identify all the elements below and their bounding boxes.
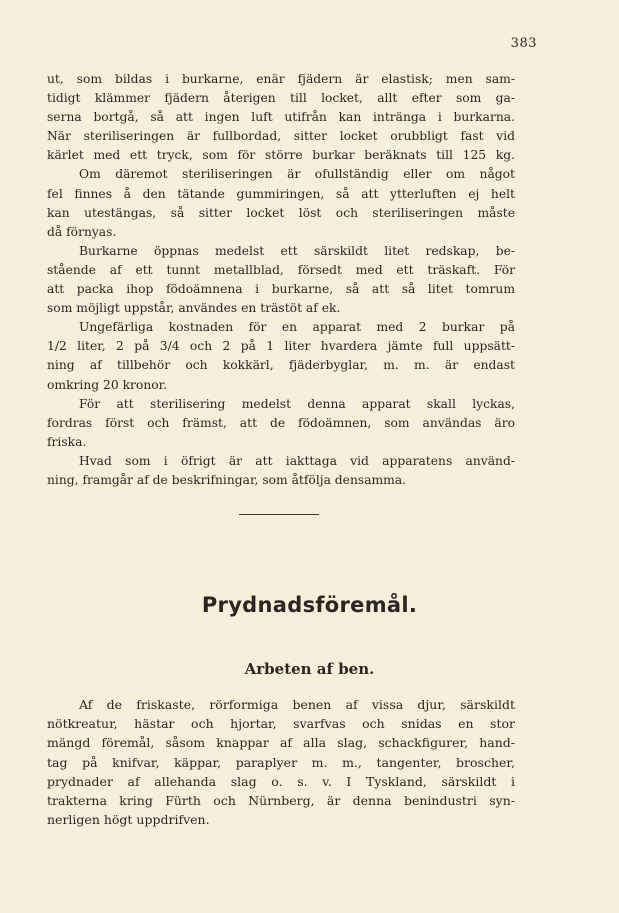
text-line: nerligen högt uppdrifven. — [47, 812, 210, 828]
text-line: Hvad som i öfrigt är att iakttaga vid apparatens använd- — [79, 453, 515, 468]
text-line: mängd föremål, såsom knappar af alla slag, schackfigurer, hand- — [47, 735, 515, 751]
text-line: Om däremot steriliseringen är ofullständig eller om något — [79, 167, 515, 182]
section-divider — [239, 514, 319, 515]
text-line: ning, framgår af de beskrifningar, som åtfölja densamma. — [47, 472, 407, 487]
page-number: 383 — [510, 36, 537, 51]
text-block-top — [47, 70, 515, 490]
text-line: friska. — [47, 434, 87, 449]
text-line: tag på knifvar, käppar, paraplyer m. m., tangenter, broscher, — [47, 754, 515, 770]
text-line: fordras först och främst, att de födoämnen, som användas äro — [47, 415, 515, 430]
text-line: stående af ett tunnt metallblad, försedt med ett träskaft. För — [47, 262, 515, 277]
text-line: serna bortgå, så att ingen luft utifrån kan inträngа i burkarna. — [47, 110, 515, 125]
text-line: prydnader af allehanda slag o. s. v. I Tyskland, särskildt i — [47, 773, 515, 789]
text-line: nötkreatur, hästar och hjortar, svarfvas och snidas en stor — [47, 716, 515, 732]
text-line: Ungefärliga kostnaden för en apparat med 2 burkar på — [79, 320, 515, 335]
text-line: då förnyas. — [47, 224, 117, 239]
text-line: omkring 20 kronor. — [47, 377, 168, 392]
text-line: kan utestängas, så sitter locket löst och steriliseringen måste — [47, 205, 515, 220]
text-line: ut, som bildas i burkarne, enär fjädern är elastisk; men sam- — [47, 72, 515, 86]
text-line: trakterna kring Fürth och Nürnberg, är denna benindustri syn- — [47, 792, 515, 808]
text-line: Burkarne öppnas medelst ett särskildt litet redskap, be- — [79, 243, 515, 258]
text-line: kärlet med ett tryck, som för större burkar beräknats till 125 kg. — [47, 148, 515, 163]
chapter-heading: Prydnadsföremål. — [201, 593, 418, 617]
text-line: ning af tillbehör och kokkärl, fjäderbyglar, m. m. är endast — [47, 358, 515, 373]
text-line: När steriliseringen är fullbordad, sitter locket orubbligt fast vid — [47, 129, 515, 144]
text-line: 1/2 liter, 2 på 3/4 och 2 på 1 liter hvardera jämte full uppsätt- — [47, 339, 515, 354]
text-line: att packa ihop födoämnena i burkarne, så att så litet tomrum — [47, 282, 515, 297]
text-line: som möjligt uppstår, användes en trästöt af ek. — [47, 301, 341, 316]
section-heading: Arbeten af ben. — [244, 660, 375, 678]
text-line: För att sterilisering medelst denna apparat skall lyckas, — [79, 396, 515, 411]
text-line: tidigt klämmer fjädern återigen till locket, allt efter som ga- — [47, 91, 515, 106]
text-line: fel finnes å den tätande gummiringen, så att ytterluften ej helt — [47, 186, 515, 201]
text-line: Af de friskaste, rörformiga benen af vissa djur, särskildt — [79, 697, 515, 712]
text-block-bottom — [47, 695, 515, 829]
